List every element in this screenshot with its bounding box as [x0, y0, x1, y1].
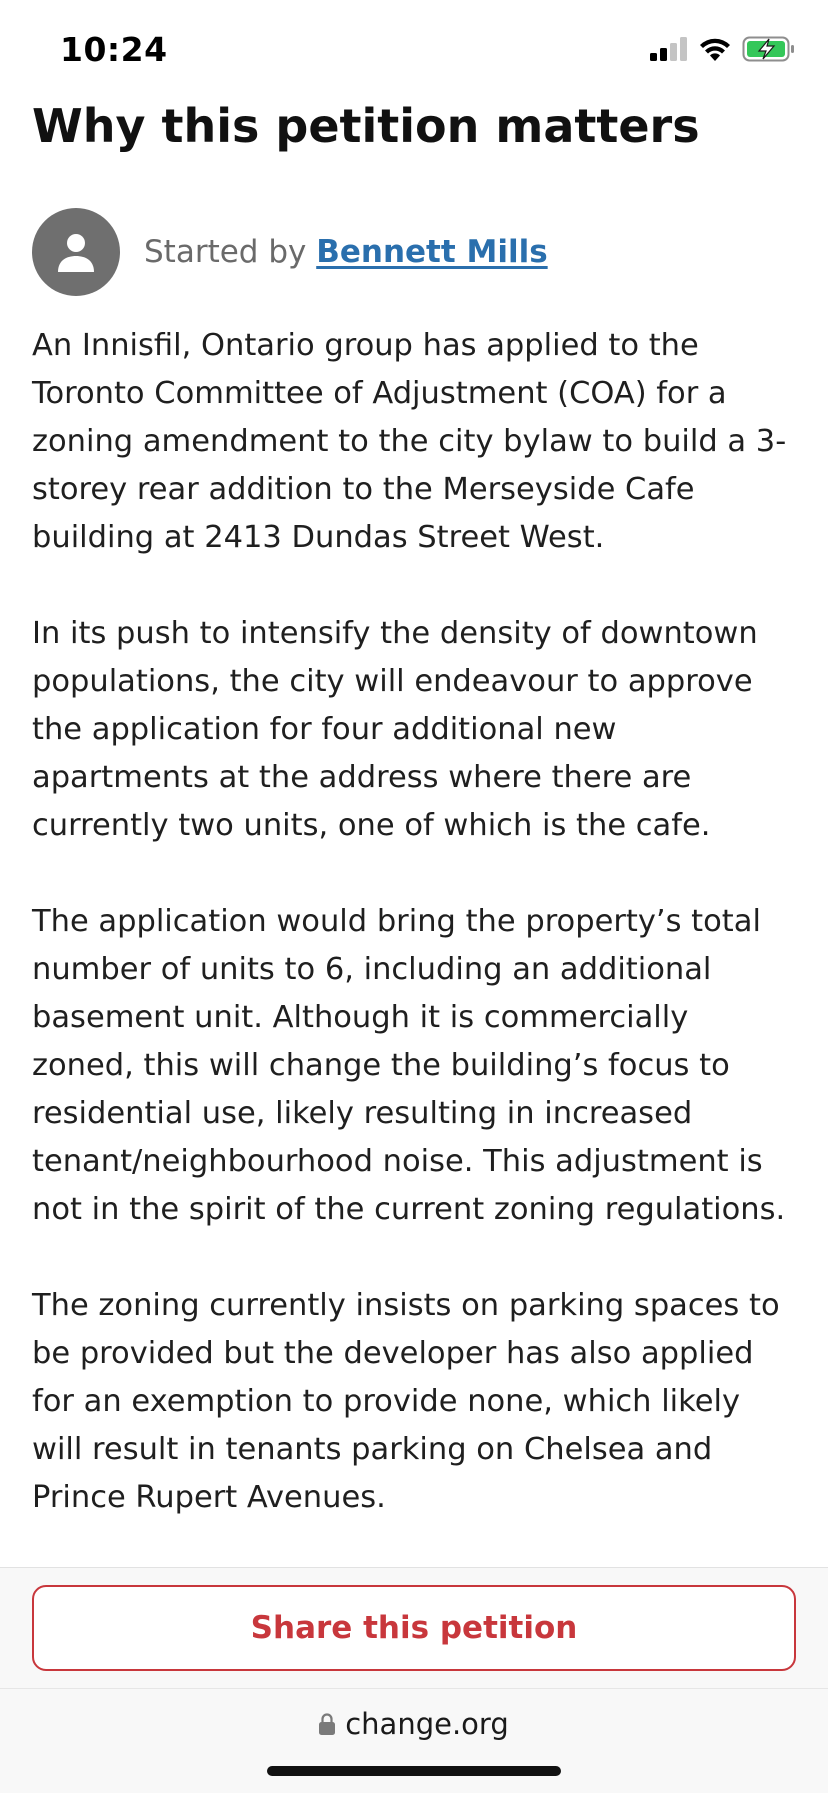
browser-url-bar[interactable] [0, 1688, 828, 1793]
story-paragraph: An Innisfil, Ontario group has applied to the Toronto Committee of Adjustment (COA) for a zoning amendment to the city bylaw to build a 3-storey rear addition to the Merseyside Cafe building at 2413 Dundas Street West. [32, 328, 787, 555]
starter-name-link[interactable]: Bennett Mills [316, 234, 548, 270]
story-paragraph: In its push to intensify the density of downtown populations, the city will endeavour to approve the application for four additional new apartments at the address where there are currently two units, one of which is the cafe. [32, 616, 758, 843]
page-title: Why this petition matters [32, 99, 700, 153]
petition-story [32, 322, 798, 1522]
starter-text [144, 234, 548, 270]
share-petition-button[interactable]: Share this petition [32, 1585, 796, 1671]
petition-content [32, 96, 798, 1570]
url-display [0, 1707, 828, 1741]
url-text: change.org [345, 1707, 509, 1741]
story-paragraph: The application would bring the property’s total number of units to 6, including an additional basement unit. Although it is commercially zoned, this will change the building’s focus to residential use, likely resulting in increased tenant/neighbourhood noise. This adjustment is not in the spirit of the current zoning regulations. [32, 904, 786, 1227]
avatar [32, 208, 120, 296]
status-time: 10:24 [60, 30, 168, 69]
share-panel [0, 1567, 828, 1688]
lock-icon [319, 1713, 335, 1735]
wifi-icon [698, 36, 732, 62]
started-by-label: Started by [144, 234, 307, 270]
battery-charging-icon [742, 36, 796, 62]
petition-starter [32, 208, 798, 296]
status-icons [650, 36, 796, 62]
home-indicator[interactable] [267, 1766, 561, 1776]
story-paragraph: The zoning currently insists on parking spaces to be provided but the developer has also applied for an exemption to provide none, which likely will result in tenants parking on Chelsea and Prince Rupert Avenues. [32, 1288, 780, 1515]
user-icon [54, 230, 98, 274]
status-bar [0, 0, 828, 96]
cellular-signal-icon [650, 37, 688, 61]
